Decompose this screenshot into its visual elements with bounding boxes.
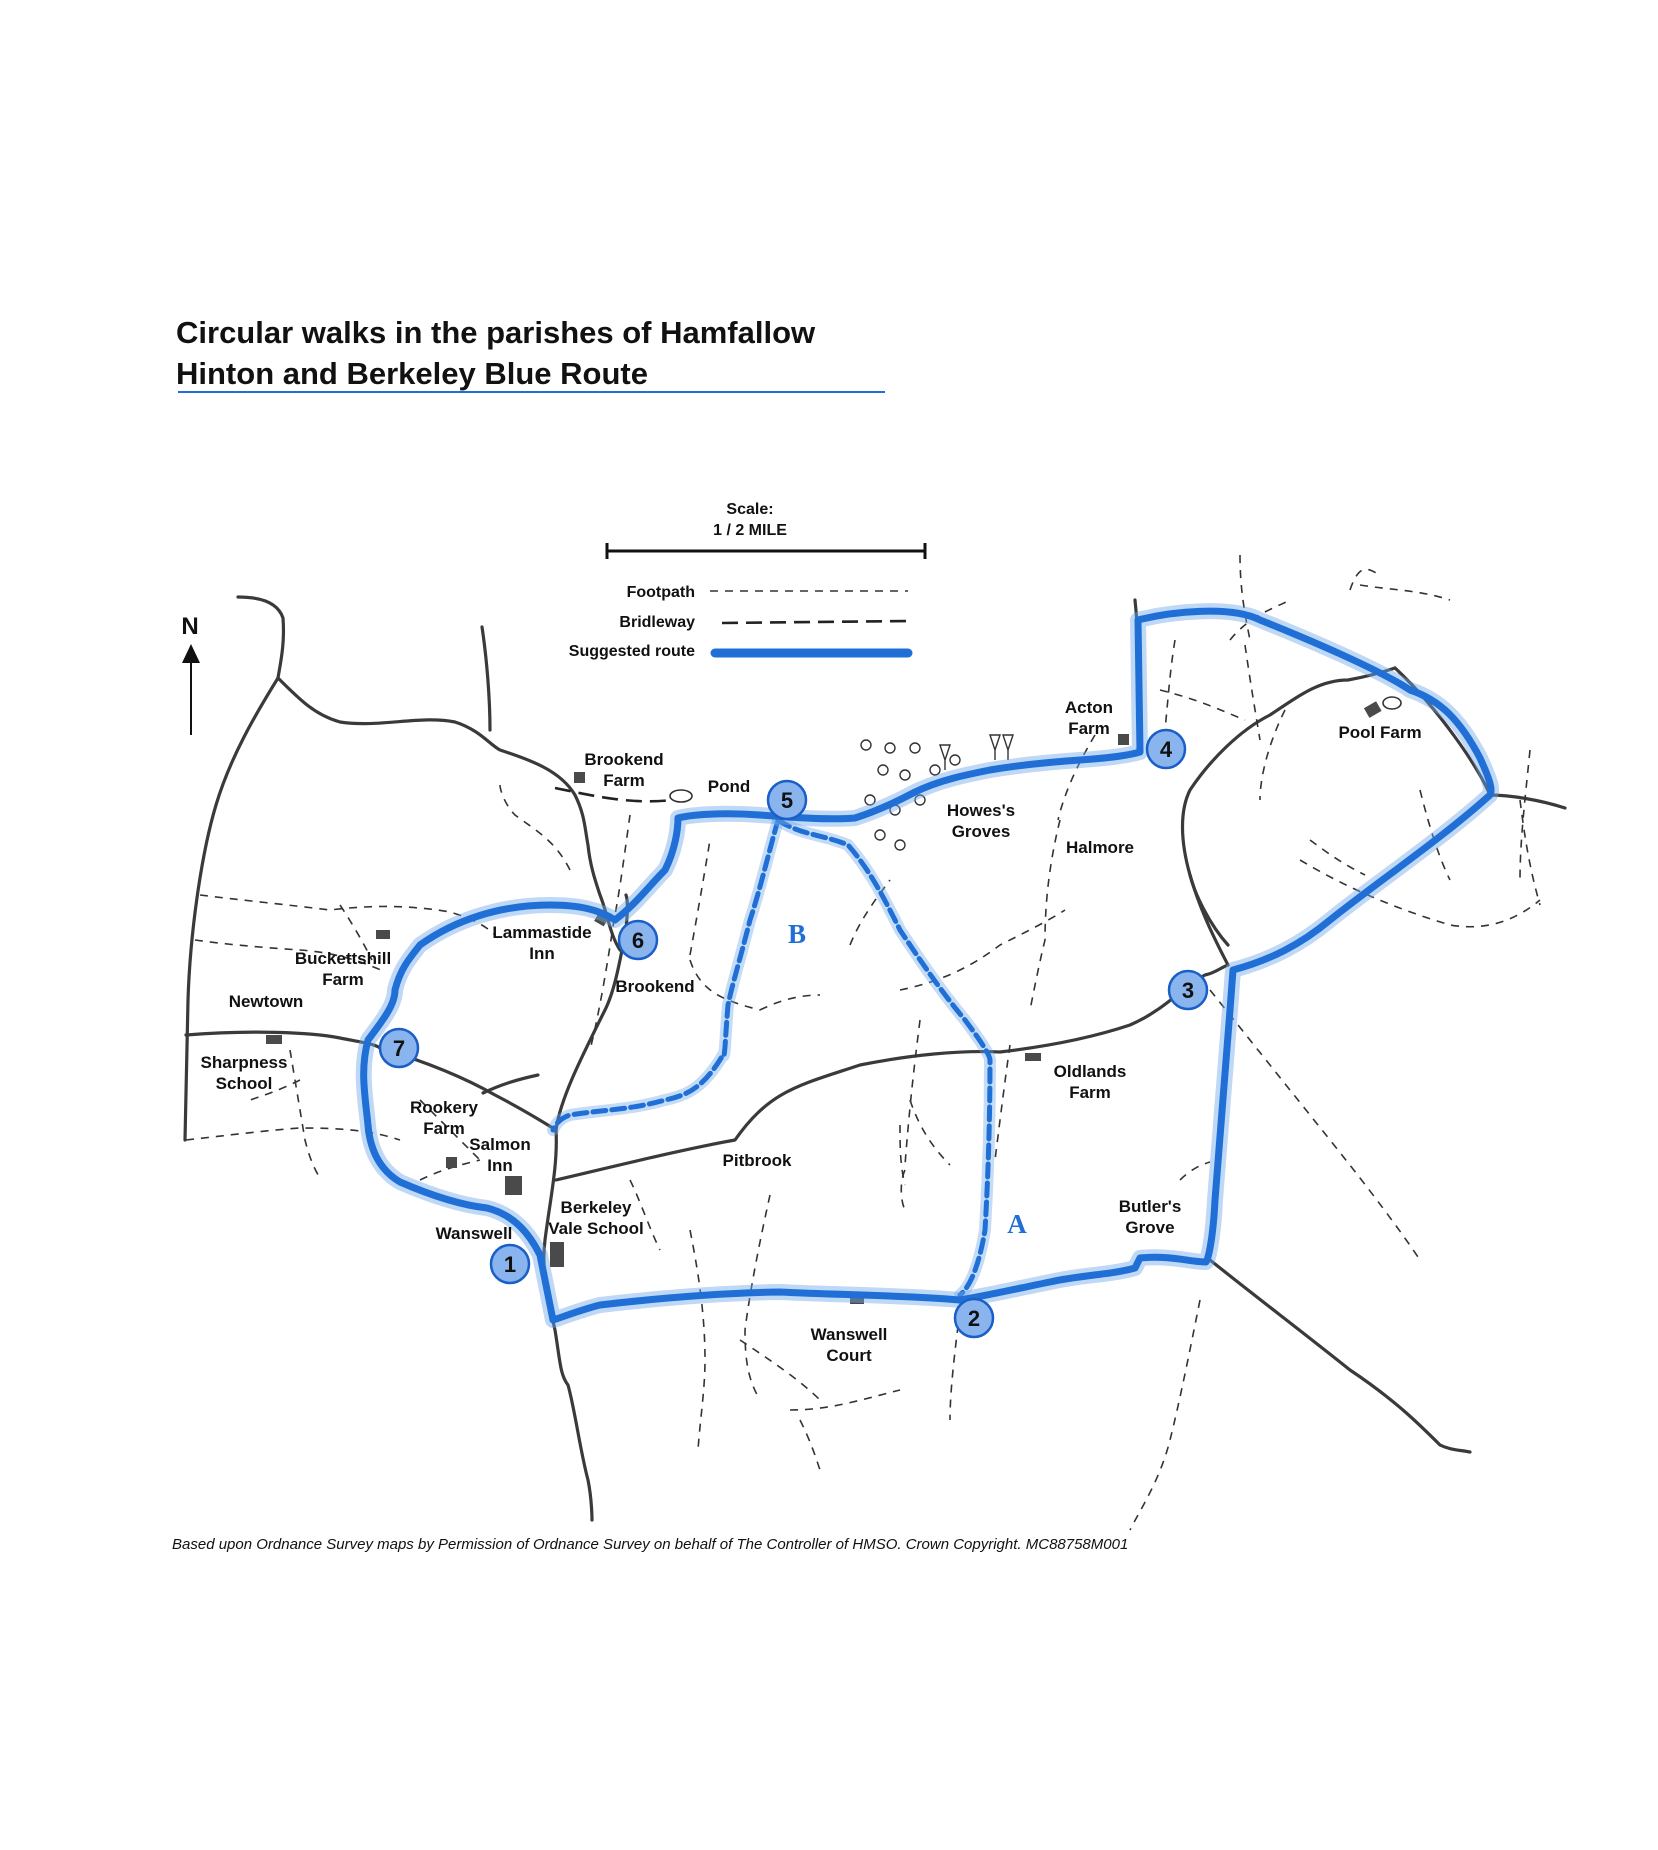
place-newtown: Newtown: [228, 992, 304, 1011]
place-brookend: Brookend: [615, 977, 695, 996]
place-brookend-farm-1: Brookend: [584, 750, 664, 769]
legend-route-label: Suggested route: [568, 643, 695, 660]
place-butlers-grove-1: Butler's: [1118, 1197, 1182, 1216]
scale-bar: [607, 501, 925, 559]
place-berkeley-vale-school-1: Berkeley: [560, 1198, 632, 1217]
route-a-glow: [778, 820, 990, 1295]
title-line-2: Hinton and Berkeley Blue Route: [176, 356, 648, 391]
waypoint-4: [1147, 730, 1185, 768]
waypoint-6-label: 6: [631, 928, 645, 953]
place-wanswell-court-1: Wanswell: [810, 1325, 888, 1344]
north-label: N: [181, 613, 199, 640]
waypoint-2: [955, 1299, 993, 1337]
pond: [670, 790, 692, 802]
waypoint-1: [491, 1245, 529, 1283]
legend-footpath-label: Footpath: [626, 584, 695, 601]
place-oldlands-farm-1: Oldlands: [1053, 1062, 1127, 1081]
legend-bridleway-line: [722, 621, 908, 623]
waypoint-6: [619, 921, 657, 959]
place-brookend-farm-2: Farm: [603, 771, 645, 790]
place-oldlands-farm-2: Farm: [1069, 1083, 1111, 1102]
waypoint-5-label: 5: [780, 788, 794, 813]
place-halmore: Halmore: [1065, 838, 1135, 857]
place-wanswell-court-2: Court: [826, 1346, 872, 1365]
scale-value: 1 / 2 MILE: [713, 522, 787, 539]
waypoint-4-label: 4: [1159, 737, 1173, 762]
waypoint-7: [380, 1029, 418, 1067]
place-howes-groves-1: Howes's: [946, 801, 1016, 820]
section-b-label: B: [787, 919, 807, 949]
place-sharpness-school-2: School: [215, 1074, 273, 1093]
waypoint-3-label: 3: [1181, 978, 1195, 1003]
waypoint-2-label: 2: [967, 1306, 981, 1331]
waypoint-5: [768, 781, 806, 819]
place-pool-farm: Pool Farm: [1338, 723, 1422, 742]
place-lammastide-inn-2: Inn: [529, 944, 555, 963]
north-arrow: [181, 613, 200, 735]
place-butlers-grove-2: Grove: [1125, 1218, 1175, 1237]
map-legend: [569, 584, 908, 660]
place-salmon-inn-2: Inn: [487, 1156, 513, 1175]
place-howes-groves-2: Groves: [951, 822, 1011, 841]
place-wanswell: Wanswell: [435, 1224, 513, 1243]
place-lammastide-inn-1: Lammastide: [492, 923, 592, 942]
legend-bridleway-label: Bridleway: [619, 614, 695, 631]
place-buckettshill-farm-1: Buckettshill: [294, 949, 392, 968]
place-pond: Pond: [707, 777, 751, 796]
place-acton-farm-2: Farm: [1068, 719, 1110, 738]
place-salmon-inn-1: Salmon: [469, 1135, 531, 1154]
place-berkeley-vale-school-2: Vale School: [548, 1219, 644, 1238]
waypoint-1-label: 1: [503, 1252, 517, 1277]
title-line-1: Circular walks in the parishes of Hamfallow: [176, 315, 816, 350]
place-acton-farm-1: Acton: [1064, 698, 1114, 717]
copyright-credit: Based upon Ordnance Survey maps by Permission of Ordnance Survey on behalf of The Controller of HMSO. Crown Copyright. MC88758M001: [172, 1536, 1129, 1553]
section-a-label: A: [1007, 1209, 1027, 1239]
scale-label: Scale:: [726, 501, 774, 518]
place-sharpness-school-1: Sharpness: [200, 1053, 288, 1072]
waypoint-3: [1169, 971, 1207, 1009]
place-rookery-farm-1: Rookery: [409, 1098, 479, 1117]
place-buckettshill-farm-2: Farm: [322, 970, 364, 989]
place-rookery-farm-2: Farm: [423, 1119, 465, 1138]
waypoint-7-label: 7: [392, 1036, 406, 1061]
place-pitbrook: Pitbrook: [722, 1151, 792, 1170]
